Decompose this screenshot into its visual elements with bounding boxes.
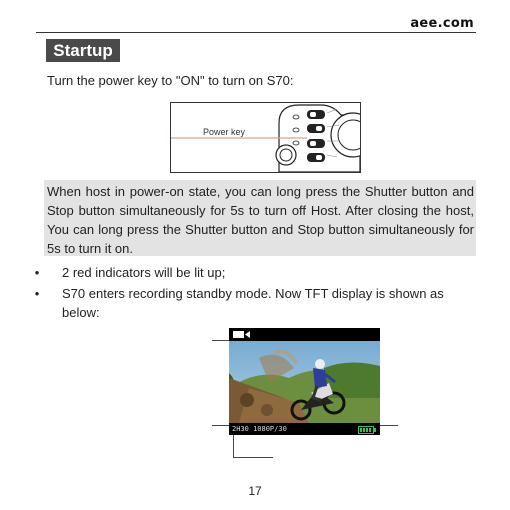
camera-top-illustration [171, 103, 360, 172]
list-item [30, 284, 476, 322]
power-key-callout: Power key [203, 127, 246, 137]
section-title: Startup [46, 39, 120, 62]
bullet-icon: • [34, 286, 40, 301]
intro-text: Turn the power key to "ON" to turn on S70: [47, 73, 294, 88]
osd-status-bar [229, 423, 380, 435]
motocross-photo [229, 328, 380, 435]
callout-line [233, 457, 273, 458]
callout-line [380, 425, 398, 426]
list-item [30, 263, 476, 282]
bullet-icon: • [34, 265, 40, 280]
bullet-text: S70 enters recording standby mode. Now TFT display is shown as below: [62, 286, 444, 320]
video-mode-icon [233, 330, 251, 339]
brand-logo: aee.com [410, 16, 474, 31]
callout-line [212, 425, 229, 426]
recording-status: 2H30 1080P/30 [232, 425, 287, 433]
bullet-text: 2 red indicators will be lit up; [62, 265, 226, 280]
bullet-list [30, 263, 476, 324]
tft-display [229, 328, 380, 435]
power-key-figure [170, 102, 361, 173]
page-number: 17 [248, 484, 262, 498]
header-divider [36, 32, 476, 33]
power-off-note: When host in power-on state, you can long press the Shutter button and Stop button simultaneously for 5s to turn off Host. After closing the host, You can long press the Shutter button and Stop button simultaneously for 5s to turn it on. [47, 184, 474, 256]
osd-top-bar [229, 328, 380, 341]
battery-icon [358, 426, 374, 434]
callout-line [212, 340, 229, 341]
